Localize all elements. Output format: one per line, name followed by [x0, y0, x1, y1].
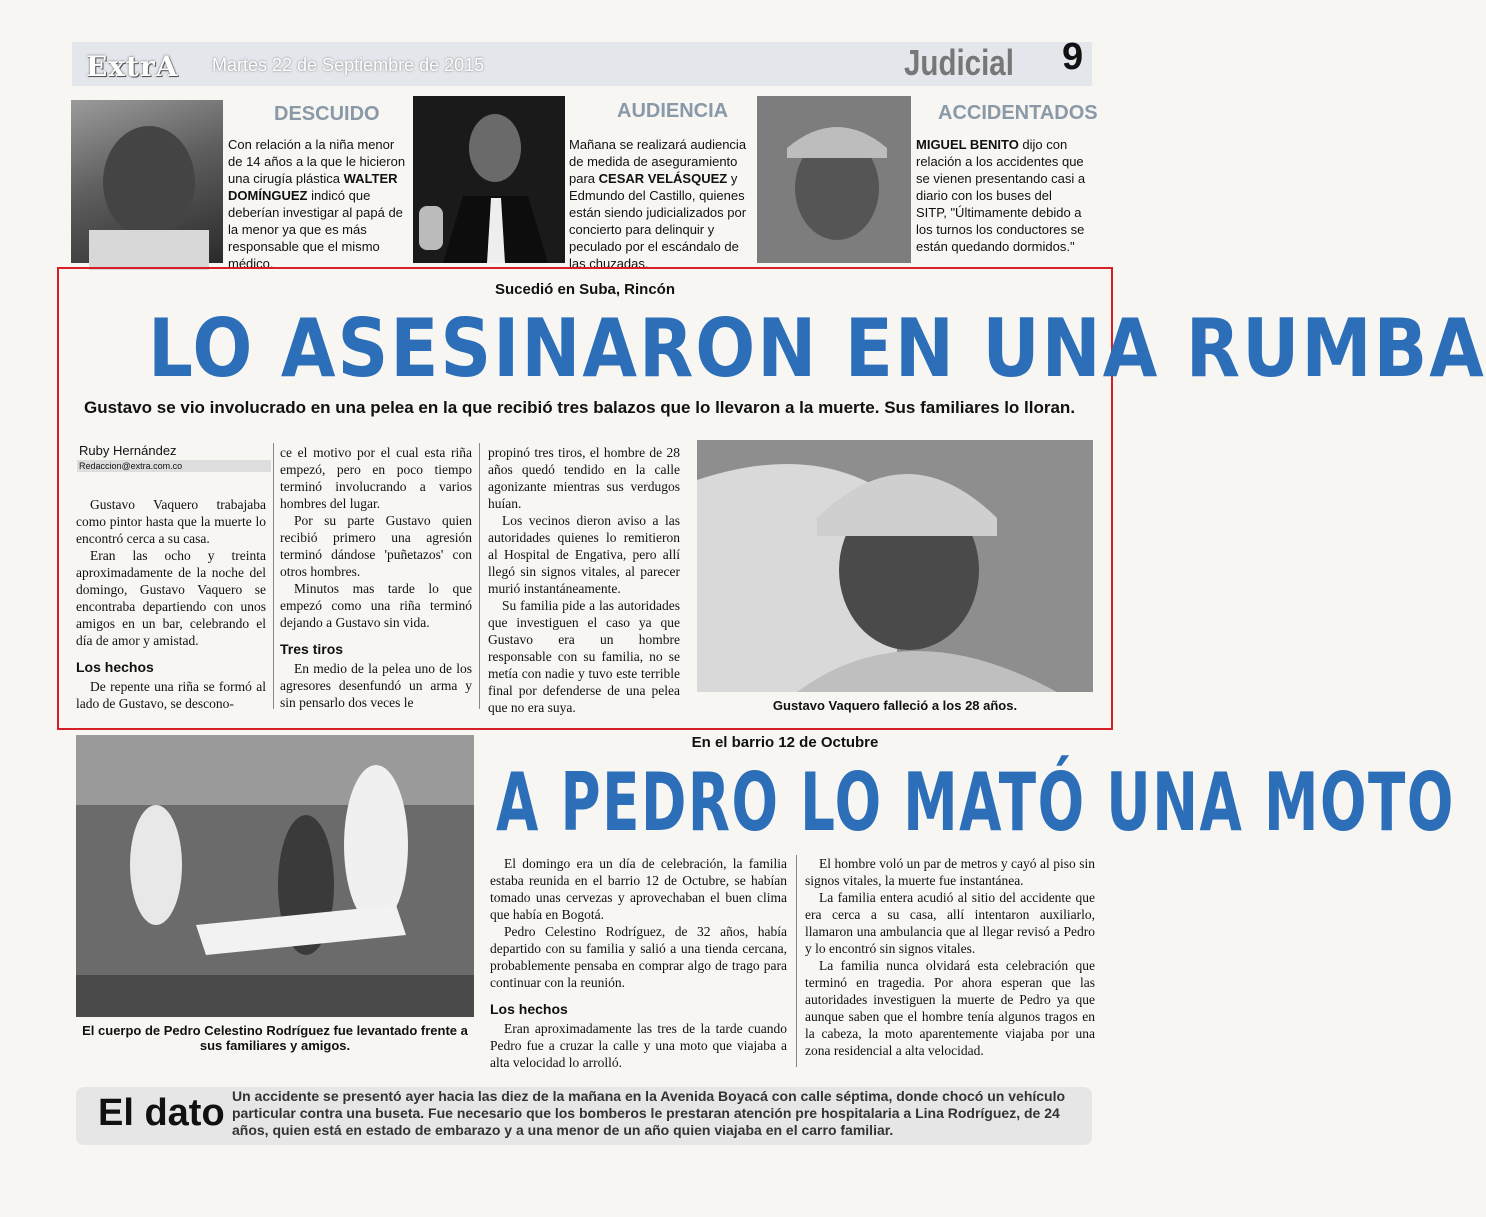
photo-gustavo-vaquero [697, 440, 1093, 692]
brief-text-audiencia: Mañana se realizará audiencia de medida de aseguramiento para CESAR VELÁSQUEZ y Edmundo del Castillo, quienes están siendo judicializados por concierto para delinquir y peculado por el escándalo de las chuzadas. [569, 137, 747, 271]
paragraph: Los vecinos dieron aviso a las autoridades quienes lo remitieron al Hospital de Engativa, pero allí llegó sin signos vitales, al parecer murió instantáneamente. [488, 513, 680, 596]
photo-caption-gustavo: Gustavo Vaquero falleció a los 28 años. [772, 698, 1018, 713]
el-dato-label: El dato [98, 1092, 225, 1134]
paragraph: De repente una riña se formó al lado de Gustavo, se descono- [76, 679, 266, 711]
main-story-deck: Gustavo se vio involucrado en una pelea en la que recibió tres balazos que lo llevaron a la muerte. Sus familiares lo lloran. [84, 398, 1076, 417]
main-story-kicker: Sucedió en Suba, Rincón [494, 281, 676, 298]
paragraph: Pedro Celestino Rodríguez, de 32 años, había departido con su familia y salió a una tienda cercana, probablemente pensaba en comprar algo de trago para continuar con la reunión. [490, 924, 787, 990]
photo-levantamiento-cuerpo [76, 735, 474, 1017]
newspaper-logo: ExtrA [86, 50, 179, 83]
paragraph: Eran aproximadamente las tres de la tarde cuando Pedro fue a cruzar la calle y una moto que viajaba a alta velocidad lo arrolló. [490, 1021, 787, 1070]
brief-title-descuido: DESCUIDO [274, 103, 380, 125]
paragraph: El hombre voló un par de metros y cayó al piso sin signos vitales, la muerte fue instantánea. [805, 856, 1095, 888]
el-dato-text: Un accidente se presentó ayer hacia las diez de la mañana en la Avenida Boyacá con calle séptima, donde chocó un vehículo particular contra una buseta. Fue necesario que los bomberos le prestaran atención pre hospitalaria a Lina Rodríguez, de 24 años, quien está en estado de embarazo y a una menor de un año quien viajaba en el carro familiar. [232, 1088, 1066, 1138]
paragraph: El domingo era un día de celebración, la familia estaba reunida en el barrio 12 de Octubre, se habían tomado unas cervezas y aprovechaban el buen clima que había en Bogotá. [490, 856, 787, 922]
brief-title-audiencia: AUDIENCIA [617, 100, 729, 122]
subhead-los-hechos-2: Los hechos [490, 1001, 568, 1017]
paragraph: propinó tres tiros, el hombre de 28 años quedó tendido en la calle agonizante mientras sus verdugos huían. [488, 445, 680, 511]
second-story-kicker: En el barrio 12 de Octubre [691, 734, 879, 751]
paragraph: Eran las ocho y treinta aproximadamente de la noche del domingo, Gustavo Vaquero se encontraba departiendo con unos amigos en un bar, celebrando el día de amor y amistad. [76, 548, 266, 648]
paragraph: La familia nunca olvidará esta celebración que terminó en tragedia. Por ahora esperan que las autoridades investiguen la muerte de Pedro ya que aunque saben que el hombre tenía algunos tragos en la cabeza, la moto aparentemente viajaba por una zona residencial a alta velocidad. [805, 958, 1095, 1058]
second-story-column-1 [490, 855, 787, 1071]
paragraph: En medio de la pelea uno de los agresores desenfundó un arma y sin pensarlo dos veces le [280, 661, 472, 710]
column-divider [796, 855, 797, 1067]
paragraph: Minutos mas tarde lo que empezó como una riña terminó dejando a Gustavo sin vida. [280, 581, 472, 630]
brief-text-accidentados: MIGUEL BENITO dijo con relación a los accidentes que se vienen presentando casi a diario con los buses del SITP, "Últimamente debido a los turnos los conductores se están quedando dormidos." [916, 137, 1086, 254]
second-story-headline: A PEDRO LO MATÓ UNA MOTO [496, 755, 1455, 850]
photo-caption-pedro: El cuerpo de Pedro Celestino Rodríguez fue levantado frente a sus familiares y amigos. [82, 1023, 468, 1053]
brief-title-accidentados: ACCIDENTADOS [938, 102, 1098, 124]
paragraph: La familia entera acudió al sitio del accidente que era cerca a su casa, allí intentaron auxiliarlo, llamaron una ambulancia que al llegar revisó a Pedro y lo encontró sin signos vitales. [805, 890, 1095, 956]
subhead-los-hechos: Los hechos [76, 659, 154, 675]
main-story-column-3 [488, 444, 680, 716]
main-story-headline: LO ASESINARON EN UNA RUMBA [148, 301, 1486, 396]
photo-miguel-benito [757, 96, 911, 263]
column-divider [273, 443, 274, 709]
main-story-column-1 [76, 496, 266, 712]
photo-walter-dominguez [71, 100, 223, 263]
section-title: Judicial [904, 42, 1014, 83]
main-story-column-2 [280, 444, 472, 711]
byline: Ruby Hernández [79, 443, 177, 458]
page-number: 9 [1062, 36, 1084, 78]
paragraph: Su familia pide a las autoridades que investiguen el caso ya que Gustavo era un hombre responsable con su familia, no se metía con nadie y tuvo este terrible final por defenderse de una pelea que no era suya. [488, 598, 680, 715]
photo-cesar-velasquez [413, 96, 565, 263]
issue-date: Martes 22 de Septiembre de 2015 [212, 55, 485, 75]
second-story-column-2 [805, 855, 1095, 1059]
column-divider [479, 443, 480, 709]
paragraph: Gustavo Vaquero trabajaba como pintor hasta que la muerte lo encontró cerca a su casa. [76, 497, 266, 546]
byline-email: Redaccion@extra.com.co [77, 460, 271, 472]
paragraph: Por su parte Gustavo quien recibió primero una agresión terminó dándose 'puñetazos' con otros hombres. [280, 513, 472, 579]
brief-text-descuido: Con relación a la niña menor de 14 años a la que le hicieron una cirugía plástica WALTER DOMÍNGUEZ indicó que deberían investigar al papá de la menor ya que es más responsable que el mismo médico. [228, 137, 406, 271]
subhead-tres-tiros: Tres tiros [280, 641, 344, 657]
paragraph: ce el motivo por el cual esta riña empezó, pero en poco tiempo terminó involucrando a varios hombres del lugar. [280, 445, 472, 511]
